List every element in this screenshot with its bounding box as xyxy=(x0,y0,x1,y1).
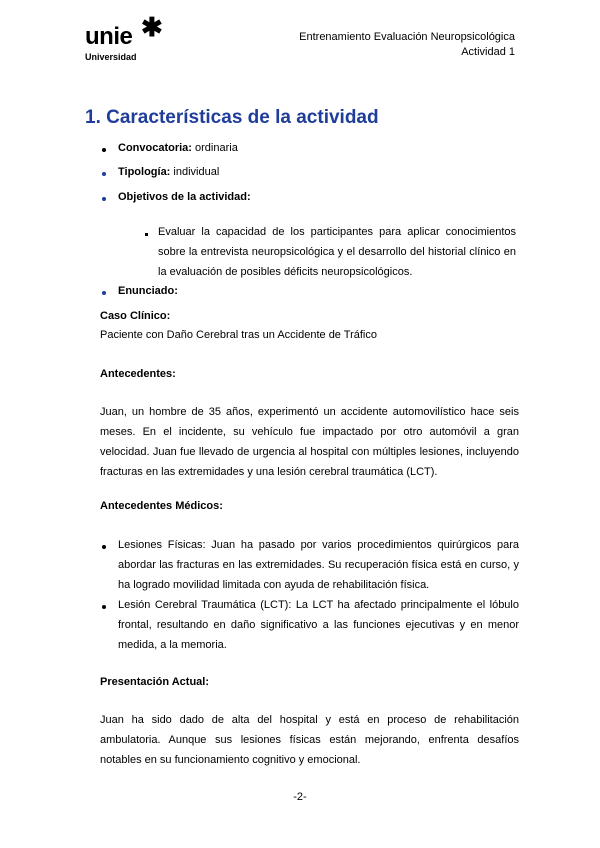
tipologia-line xyxy=(118,162,219,182)
enunciado-label: Enunciado: xyxy=(118,285,178,297)
logo-wordmark: unie xyxy=(85,23,133,50)
bullet-icon xyxy=(102,545,106,549)
antecedentes-medicos-heading: Antecedentes Médicos: xyxy=(100,500,223,512)
presentacion-heading: Presentación Actual: xyxy=(100,676,210,688)
bullet-icon xyxy=(102,291,106,295)
objetivos-label: Objetivos de la actividad: xyxy=(118,191,251,203)
tipologia-label: Tipología: xyxy=(118,166,171,178)
sub-bullet-icon xyxy=(145,233,148,236)
antecedentes-heading: Antecedentes: xyxy=(100,368,176,380)
medical-item: Lesiones Físicas: Juan ha pasado por varios procedimientos quirúrgicos para abordar las fracturas en las extremidades. Su recuperación física está en curso, y ha logrado movilidad limitada con ayuda de rehabilitación física. xyxy=(118,539,519,591)
header-activity: Actividad 1 xyxy=(461,46,515,58)
convocatoria-line xyxy=(118,138,238,158)
bullet-icon xyxy=(102,605,106,609)
medical-item: Lesión Cerebral Traumática (LCT): La LCT ha afectado principalmente el lóbulo frontal, resultando en daño significativo a las funciones ejecutivas y en menor medida, a la memoria. xyxy=(118,599,519,651)
case-heading: Caso Clínico: xyxy=(100,310,171,322)
section-title: 1. Características de la actividad xyxy=(85,107,379,128)
logo-star-icon: ✱ xyxy=(141,12,163,42)
bullet-icon xyxy=(102,172,106,176)
page-number: -2- xyxy=(293,791,307,803)
bullet-icon xyxy=(102,197,106,201)
convocatoria-label: Convocatoria: xyxy=(118,142,192,154)
bullet-icon xyxy=(102,148,106,152)
objetivo-text: Evaluar la capacidad de los participantes para aplicar conocimientos sobre la entrevista neuropsicológica y el desarrollo del historial clínico en la evaluación de posibles déficits neuropsicológicos. xyxy=(158,226,516,278)
antecedentes-text: Juan, un hombre de 35 años, experimentó un accidente automovilístico hace seis meses. En el incidente, su vehículo fue impactado por otro automóvil a gran velocidad. Juan fue llevado de urgencia al hospital con múltiples lesiones, incluyendo fracturas en las extremidades y una lesión cerebral traumática (LCT). xyxy=(100,406,519,478)
header-course-name: Entrenamiento Evaluación Neuropsicológica xyxy=(299,31,515,43)
presentacion-text: Juan ha sido dado de alta del hospital y está en proceso de rehabilitación ambulatoria. Aunque sus lesiones físicas están mejorando, enfrenta desafíos notables en su funcionamiento cognitivo y emocional. xyxy=(100,714,519,766)
logo-subtitle: Universidad xyxy=(85,52,137,62)
convocatoria-value: ordinaria xyxy=(195,142,238,154)
unie-logo xyxy=(85,12,165,64)
tipologia-value: individual xyxy=(173,166,220,178)
case-subtitle: Paciente con Daño Cerebral tras un Accidente de Tráfico xyxy=(100,329,377,341)
